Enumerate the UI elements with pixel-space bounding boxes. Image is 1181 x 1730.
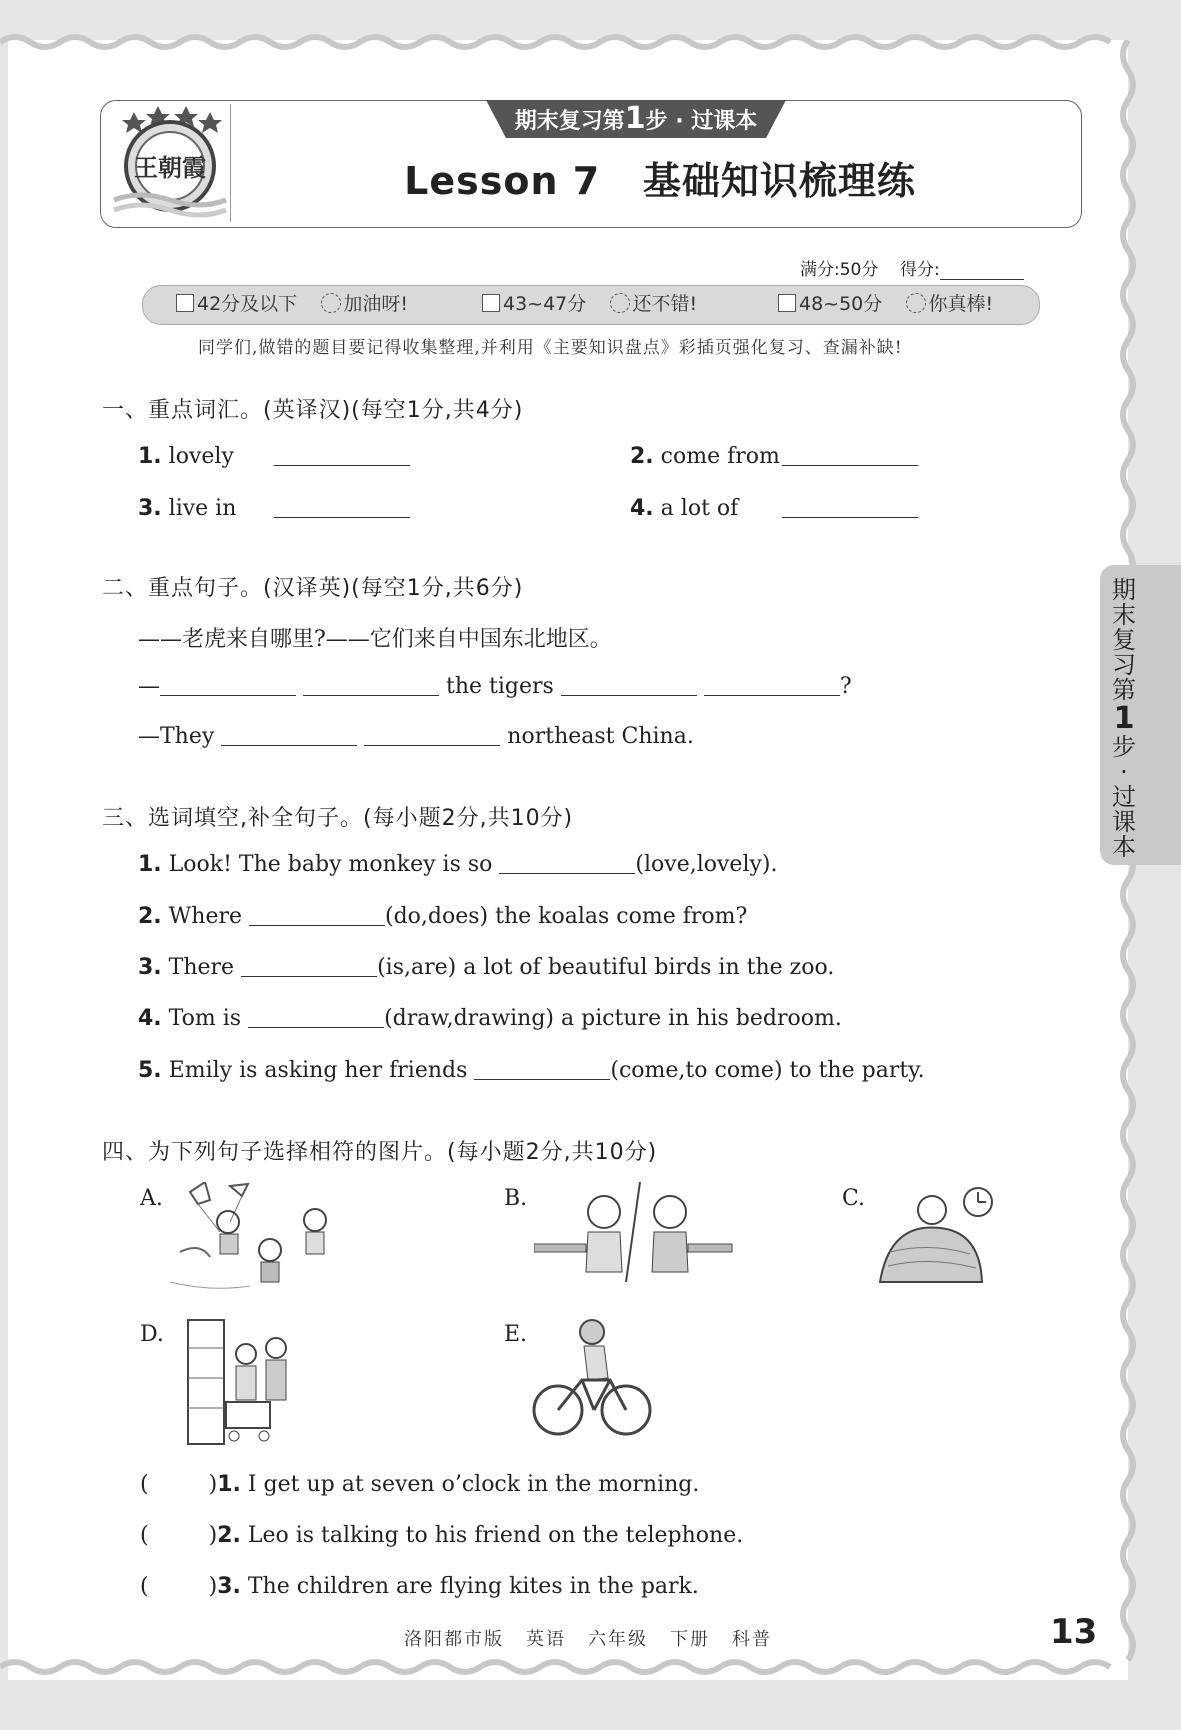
answer-blank[interactable] [364, 725, 500, 746]
answer-blank[interactable] [221, 725, 357, 746]
lesson-number: Lesson 7 [404, 159, 601, 203]
translation-line-2: —They northeast China. [138, 724, 694, 749]
lesson-subtitle: 基础知识梳理练 [642, 159, 916, 203]
picture-label-b: B. [504, 1186, 528, 1211]
fill-item-1: 1. Look! The baby monkey is so (love,lovely). [138, 852, 778, 877]
vocab-item-3: 3. live in [138, 496, 237, 521]
score-range-3: 48~50分 你真棒! [778, 285, 993, 323]
answer-blank[interactable] [241, 956, 377, 977]
fill-item-5: 5. Emily is asking her friends (come,to come) to the party. [138, 1058, 925, 1083]
vocab-item-4: 4. a lot of [630, 496, 739, 521]
svg-text:王朝霞: 王朝霞 [134, 153, 206, 182]
match-question-3: ( )3. The children are flying kites in the park. [140, 1574, 699, 1599]
wake-up-illustration-icon [870, 1182, 1000, 1292]
face-icon [906, 293, 926, 313]
wavy-border-top [0, 30, 1181, 54]
match-question-2: ( )2. Leo is talking to his friend on the telephone. [140, 1523, 744, 1548]
bicycle-illustration-icon [532, 1318, 652, 1438]
vocab-answer-1[interactable] [274, 444, 410, 469]
checkbox[interactable] [176, 294, 194, 312]
telephone-illustration-icon [534, 1182, 734, 1282]
logo-divider [230, 104, 231, 222]
answer-blank[interactable] [249, 905, 385, 926]
translation-line-1: — the tigers ? [138, 674, 852, 699]
picture-label-d: D. [140, 1322, 164, 1347]
wavy-border-bottom [0, 1655, 1181, 1679]
page-number: 13 [1050, 1612, 1098, 1652]
fill-item-3: 3. There (is,are) a lot of beautiful birds in the zoo. [138, 955, 835, 980]
shopping-illustration-icon [186, 1318, 296, 1448]
fill-item-4: 4. Tom is (draw,drawing) a picture in his bedroom. [138, 1006, 842, 1031]
brand-logo [110, 104, 230, 222]
kites-illustration-icon [170, 1182, 330, 1297]
vocab-item-1: 1. lovely [138, 444, 234, 469]
picture-label-a: A. [140, 1186, 163, 1211]
answer-blank[interactable] [561, 675, 697, 696]
face-icon [321, 293, 341, 313]
match-question-1: ( )1. I get up at seven o’clock in the morning. [140, 1472, 700, 1497]
vocab-answer-4[interactable] [782, 496, 918, 521]
section-4-title: 四、为下列句子选择相符的图片。(每小题2分,共10分) [102, 1140, 658, 1165]
section-1-title: 一、重点词汇。(英译汉)(每空1分,共4分) [102, 398, 524, 423]
vocab-item-2: 2. come from [630, 444, 780, 469]
full-score-label: 满分:50分 [800, 260, 879, 280]
answer-blank[interactable] [303, 675, 439, 696]
ribbon-label: 期末复习第1步 · 过课本 [514, 101, 758, 136]
checkbox[interactable] [778, 294, 796, 312]
notice-text: 同学们,做错的题目要记得收集整理,并利用《主要知识盘点》彩插页强化复习、查漏补缺! [198, 338, 903, 358]
footer: 洛阳都市版 英语 六年级 下册 科普 [404, 1629, 772, 1650]
face-icon [610, 293, 630, 313]
score-input[interactable] [940, 263, 1024, 280]
fill-item-2: 2. Where (do,does) the koalas come from? [138, 904, 748, 929]
section-3-title: 三、选词填空,补全句子。(每小题2分,共10分) [102, 806, 574, 831]
answer-blank[interactable] [160, 675, 296, 696]
score-range-2: 43~47分 还不错! [482, 285, 697, 323]
checkbox[interactable] [482, 294, 500, 312]
picture-label-e: E. [504, 1322, 528, 1347]
section-2-title: 二、重点句子。(汉译英)(每空1分,共6分) [102, 576, 524, 601]
vocab-answer-3[interactable] [274, 496, 410, 521]
picture-label-c: C. [842, 1186, 866, 1211]
side-tab-label: 期 末 复 习 第 1 步 · 过 课 本 [1112, 576, 1136, 861]
score-line [800, 255, 1024, 280]
answer-blank[interactable] [248, 1007, 384, 1028]
chinese-sentence: ——老虎来自哪里?——它们来自中国东北地区。 [138, 627, 612, 652]
answer-blank[interactable] [499, 853, 635, 874]
score-range-1: 42分及以下 加油呀! [176, 285, 408, 323]
get-score-label: 得分: [899, 260, 940, 280]
page-title [380, 150, 940, 205]
answer-blank[interactable] [704, 675, 840, 696]
vocab-answer-2[interactable] [782, 444, 918, 469]
answer-blank[interactable] [474, 1059, 610, 1080]
